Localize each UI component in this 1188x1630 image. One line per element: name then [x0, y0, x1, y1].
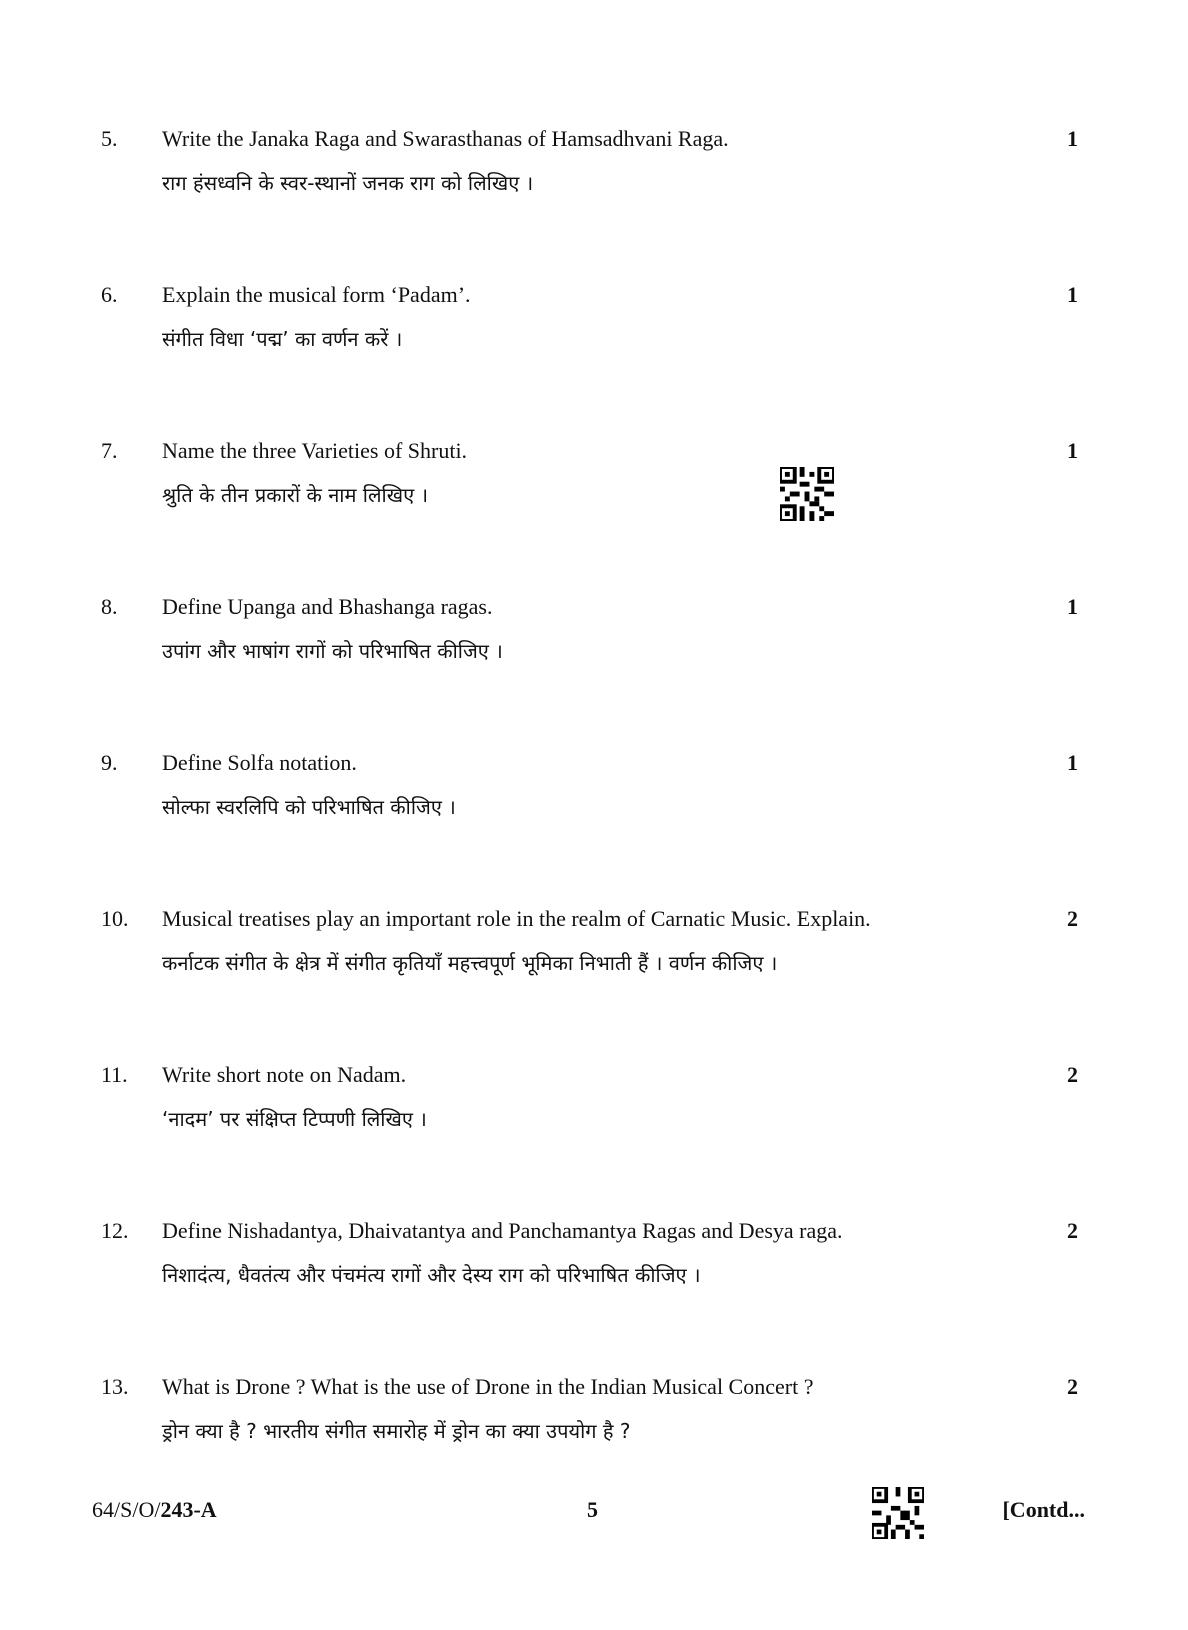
question-text-hindi: निशादंत्य, धैवतंत्य और पंचमंत्य रागों और देस्य राग को परिभाषित कीजिए ।	[162, 1263, 701, 1287]
question-text-hindi: ‘नादम’ पर संक्षिप्त टिप्पणी लिखिए ।	[162, 1107, 427, 1131]
question-10	[0, 904, 1188, 1014]
question-marks: 1	[1067, 126, 1078, 151]
qr-code-icon	[780, 467, 834, 521]
footer-qr-code-icon	[872, 1487, 924, 1539]
question-text-hindi: ड्रोन क्या है ? भारतीय संगीत समारोह में ड्रोन का क्या उपयोग है ?	[162, 1419, 631, 1443]
question-number: 9.	[101, 750, 118, 775]
question-11	[0, 1060, 1188, 1170]
question-marks: 2	[1067, 1374, 1078, 1399]
question-number: 10.	[101, 906, 129, 931]
continued-label: [Contd...	[1002, 1497, 1085, 1522]
question-6	[0, 280, 1188, 390]
question-number: 11.	[101, 1062, 128, 1087]
question-text-english: Write the Janaka Raga and Swarasthanas of Hamsadhvani Raga.	[162, 126, 729, 151]
question-marks: 2	[1067, 1218, 1078, 1243]
question-text-hindi: उपांग और भाषांग रागों को परिभाषित कीजिए ।	[162, 639, 503, 663]
question-number: 8.	[101, 594, 118, 619]
question-number: 13.	[101, 1374, 129, 1399]
question-text-english: Define Upanga and Bhashanga ragas.	[162, 594, 493, 619]
question-text-english: Name the three Varieties of Shruti.	[162, 438, 468, 463]
question-marks: 1	[1067, 594, 1078, 619]
page-footer	[0, 1495, 1188, 1535]
question-text-hindi: कर्नाटक संगीत के क्षेत्र में संगीत कृतियाँ महत्त्वपूर्ण भूमिका निभाती हैं । वर्णन कीजिए ।	[162, 951, 778, 975]
question-text-hindi: संगीत विधा ‘पद्म’ का वर्णन करें ।	[162, 327, 403, 351]
question-marks: 1	[1067, 438, 1078, 463]
question-marks: 1	[1067, 750, 1078, 775]
question-number: 5.	[101, 126, 118, 151]
question-text-english: Write short note on Nadam.	[162, 1062, 407, 1087]
question-number: 6.	[101, 282, 118, 307]
question-text-english: Define Solfa notation.	[162, 750, 357, 775]
question-text-english: Explain the musical form ‘Padam’.	[162, 282, 471, 307]
question-number: 7.	[101, 438, 118, 463]
question-text-english: Define Nishadantya, Dhaivatantya and Panchamantya Ragas and Desya raga.	[162, 1218, 843, 1243]
question-9	[0, 748, 1188, 858]
question-8	[0, 592, 1188, 702]
question-number: 12.	[101, 1218, 129, 1243]
question-text-english: Musical treatises play an important role in the realm of Carnatic Music. Explain.	[162, 906, 871, 931]
question-5	[0, 124, 1188, 234]
paper-code: 64/S/O/243-A	[92, 1497, 217, 1522]
question-12	[0, 1216, 1188, 1326]
question-text-hindi: राग हंसध्वनि के स्वर-स्थानों जनक राग को लिखिए ।	[162, 171, 534, 195]
page-number: 5	[587, 1497, 598, 1522]
question-7	[0, 436, 1188, 546]
question-marks: 2	[1067, 906, 1078, 931]
question-text-english: What is Drone ? What is the use of Drone in the Indian Musical Concert ?	[162, 1374, 814, 1399]
question-text-hindi: श्रुति के तीन प्रकारों के नाम लिखिए ।	[162, 483, 429, 507]
question-marks: 2	[1067, 1062, 1078, 1087]
question-13	[0, 1372, 1188, 1482]
question-text-hindi: सोल्फा स्वरलिपि को परिभाषित कीजिए ।	[162, 795, 456, 819]
question-marks: 1	[1067, 282, 1078, 307]
